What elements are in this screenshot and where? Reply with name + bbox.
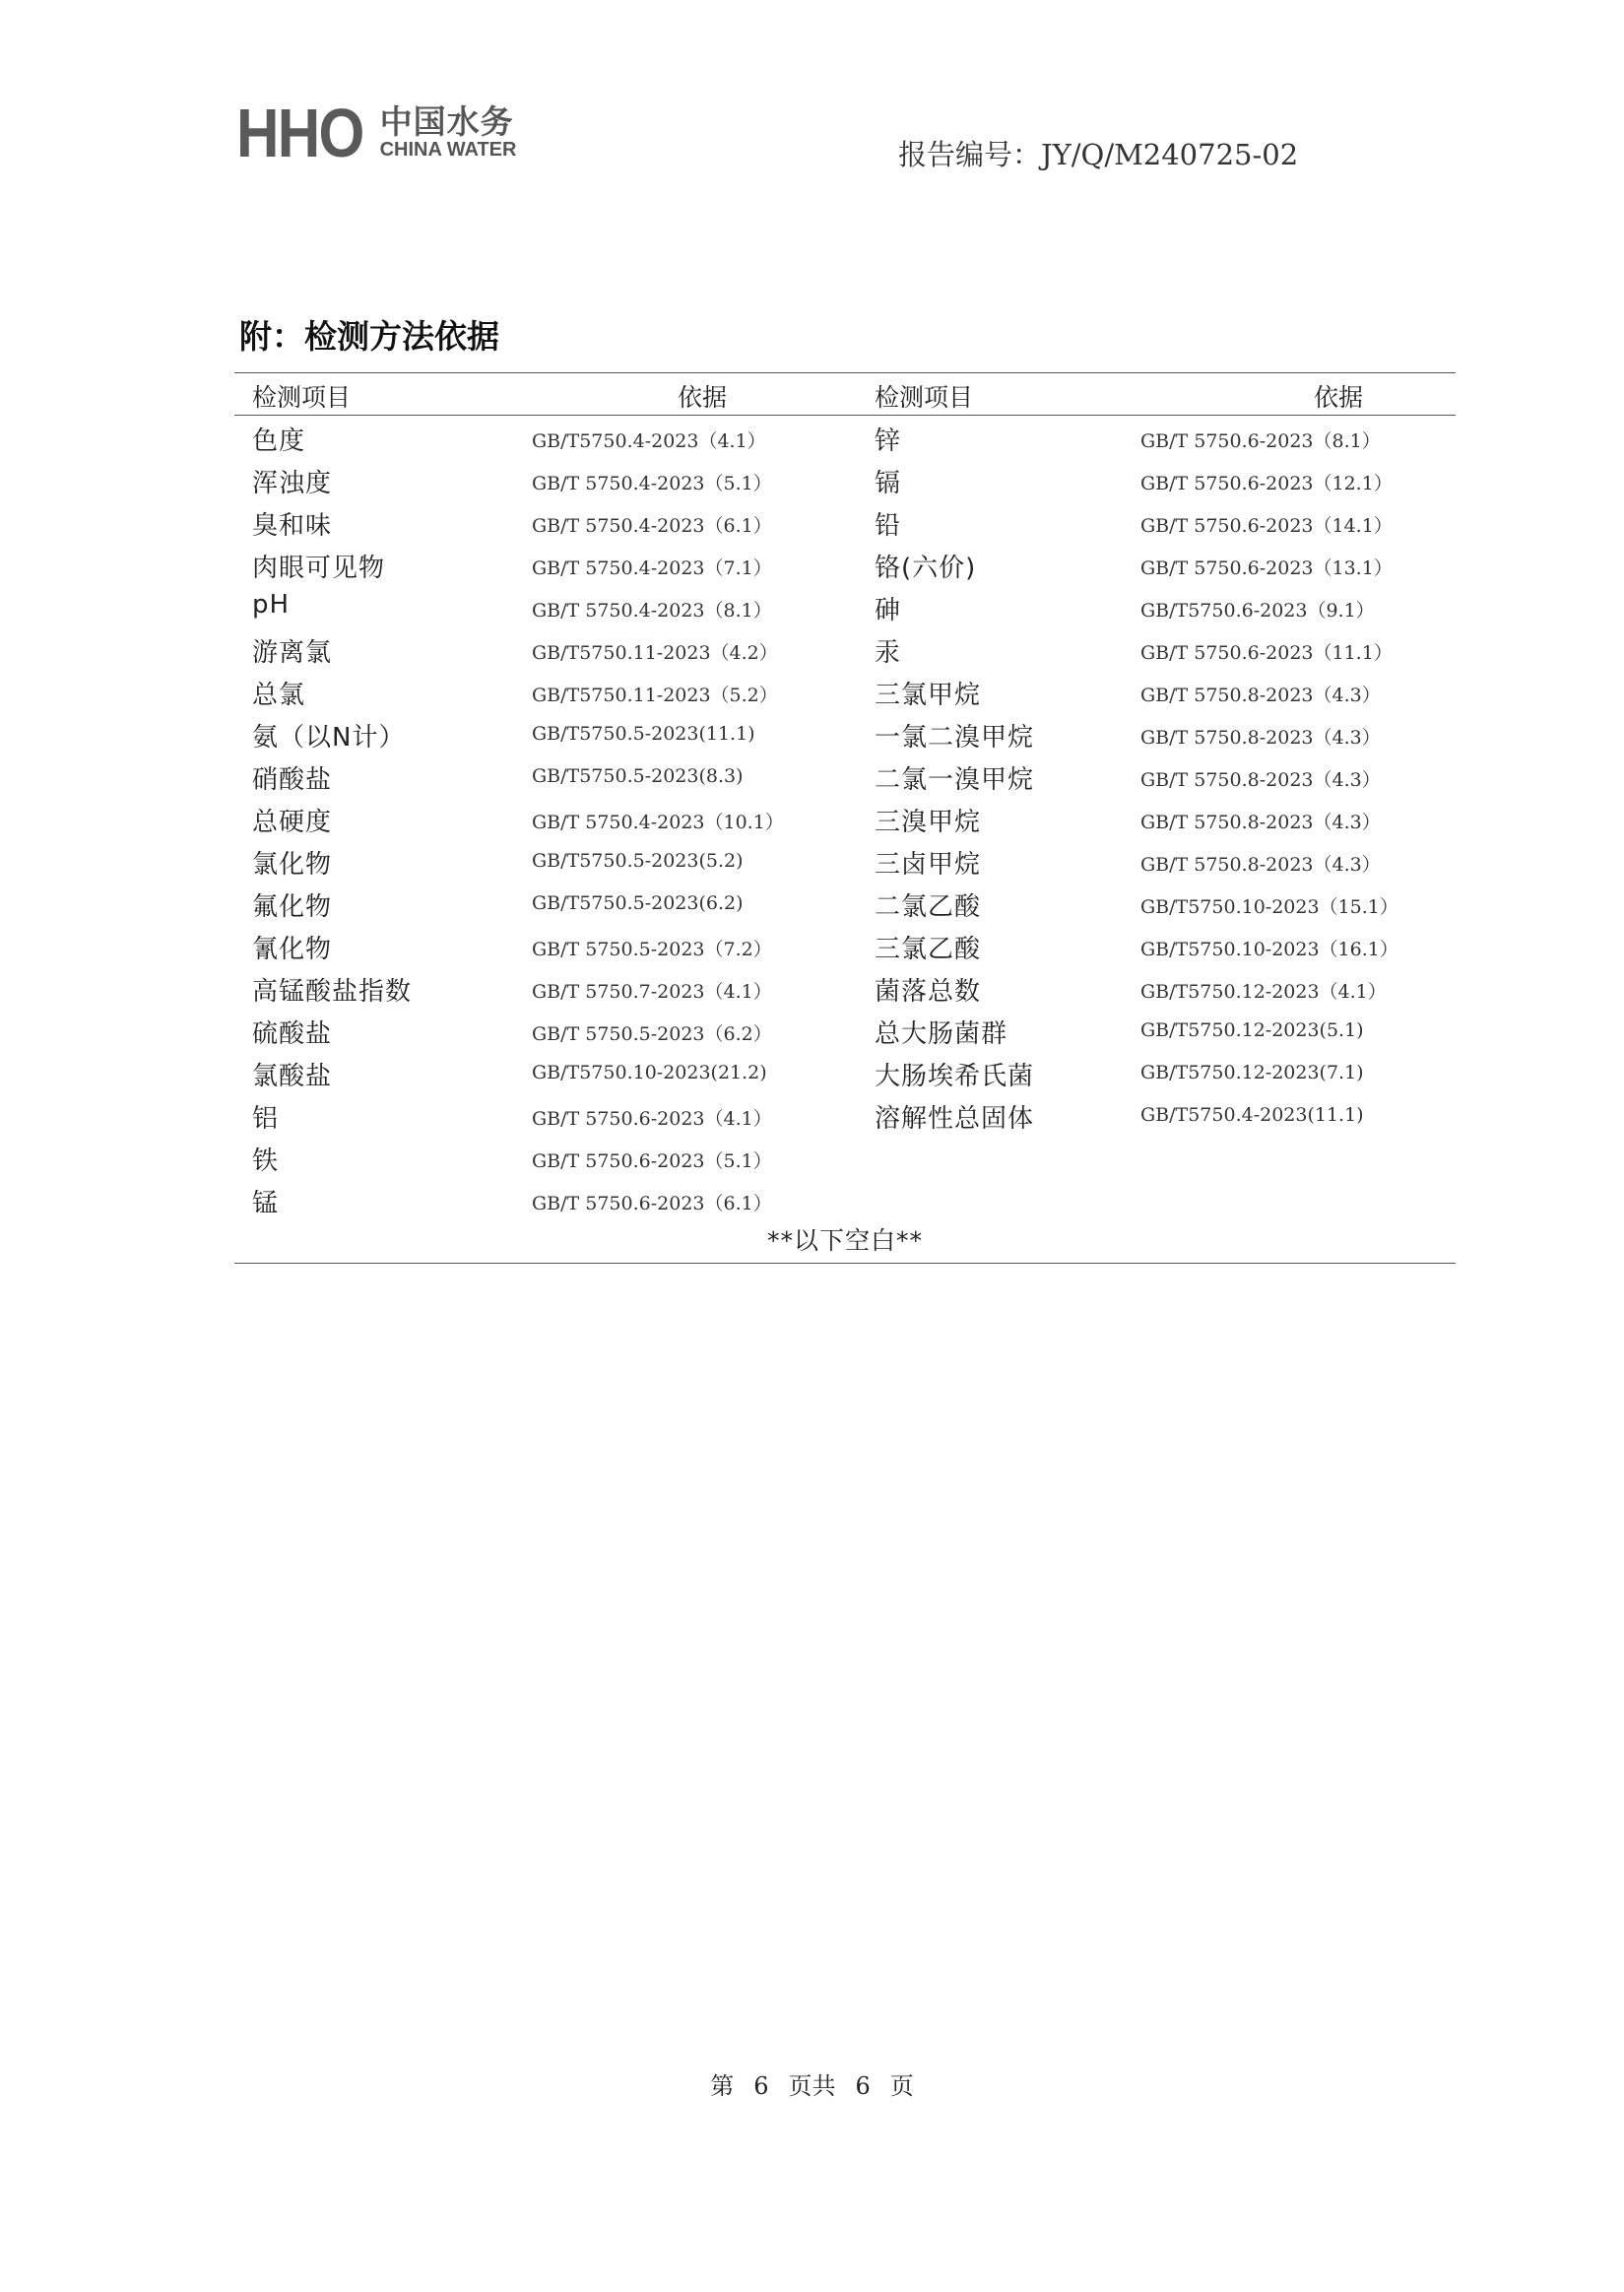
basis-right: GB/T5750.10-2023（16.1）	[1140, 939, 1398, 960]
header-basis-left: 依据	[678, 383, 728, 412]
item-right: 一氯二溴甲烷	[875, 723, 1035, 753]
basis-left: GB/T 5750.4-2023（8.1）	[532, 600, 772, 622]
page-footer	[0, 2066, 1624, 2101]
logo-name-en: CHINA WATER	[379, 139, 517, 162]
footer-current-page: 6	[753, 2072, 769, 2100]
item-right: 三溴甲烷	[875, 808, 982, 837]
item-right: 三卤甲烷	[875, 850, 982, 880]
item-left: 氰化物	[252, 935, 333, 964]
table-row	[234, 1095, 1456, 1138]
logo-text	[379, 101, 517, 162]
table-top-rule	[234, 372, 1456, 373]
basis-right: GB/T 5750.8-2023（4.3）	[1140, 812, 1381, 833]
basis-left: GB/T 5750.4-2023（5.1）	[532, 473, 772, 494]
table-row	[234, 1053, 1456, 1095]
basis-left: GB/T 5750.5-2023（6.2）	[532, 1023, 772, 1045]
logo-mark: HHO	[236, 95, 363, 171]
basis-right: GB/T5750.10-2023（15.1）	[1140, 896, 1398, 918]
item-left: 肉眼可见物	[252, 554, 386, 583]
footer-middle: 页共	[788, 2072, 836, 2100]
table-row	[234, 756, 1456, 799]
report-number: 报告编号：JY/Q/M240725-02	[898, 138, 1299, 171]
basis-right: GB/T 5750.6-2023（8.1）	[1140, 430, 1381, 452]
basis-right: GB/T 5750.6-2023（13.1）	[1140, 557, 1393, 579]
table-row	[234, 1011, 1456, 1053]
basis-left: GB/T 5750.7-2023（4.1）	[532, 981, 772, 1003]
table-row	[234, 545, 1456, 587]
table-row	[234, 418, 1456, 460]
table-row	[234, 1138, 1456, 1180]
table-row	[234, 502, 1456, 545]
basis-left: GB/T5750.4-2023（4.1）	[532, 430, 766, 452]
item-right: 大肠埃希氏菌	[875, 1062, 1035, 1091]
item-right: 二氯乙酸	[875, 892, 982, 922]
header-basis-right: 依据	[1314, 383, 1364, 412]
item-right: 菌落总数	[875, 977, 982, 1007]
basis-right: GB/T5750.6-2023（9.1）	[1140, 600, 1375, 622]
item-left: 氯酸盐	[252, 1062, 333, 1091]
basis-left: GB/T5750.11-2023（5.2）	[532, 685, 778, 706]
basis-left: GB/T 5750.6-2023（4.1）	[532, 1108, 772, 1130]
item-left: 总硬度	[252, 808, 333, 837]
item-right: 汞	[875, 638, 902, 668]
table-row	[234, 1180, 1456, 1222]
table-row	[234, 672, 1456, 714]
item-right: 三氯甲烷	[875, 681, 982, 710]
table-body	[234, 418, 1456, 1222]
item-right: 砷	[875, 596, 902, 625]
item-left: 氟化物	[252, 892, 333, 922]
table-header	[234, 378, 1456, 414]
basis-right: GB/T5750.12-2023(5.1)	[1140, 1019, 1364, 1041]
basis-left: GB/T5750.5-2023(8.3)	[532, 765, 744, 787]
item-right: 铅	[875, 511, 902, 541]
basis-right: GB/T 5750.6-2023（12.1）	[1140, 473, 1393, 494]
item-left: 浑浊度	[252, 469, 333, 498]
footer-suffix: 页	[889, 2072, 914, 2100]
item-right: 二氯一溴甲烷	[875, 765, 1035, 795]
item-left: 铁	[252, 1146, 280, 1176]
basis-left: GB/T 5750.6-2023（6.1）	[532, 1193, 772, 1214]
header-item-left: 检测项目	[252, 383, 352, 412]
item-right: 总大肠菌群	[875, 1019, 1008, 1049]
table-row	[234, 884, 1456, 926]
table-row	[234, 587, 1456, 629]
table-row	[234, 799, 1456, 841]
item-left: 色度	[252, 426, 306, 456]
basis-left: GB/T 5750.4-2023（6.1）	[532, 515, 772, 537]
basis-right: GB/T 5750.6-2023（11.1）	[1140, 642, 1393, 664]
section-title: 附：检测方法依据	[239, 317, 499, 356]
item-right: 溶解性总固体	[875, 1104, 1035, 1134]
table-row	[234, 968, 1456, 1011]
basis-left: GB/T 5750.4-2023（7.1）	[532, 557, 772, 579]
basis-right: GB/T5750.4-2023(11.1)	[1140, 1104, 1364, 1126]
table-row	[234, 629, 1456, 672]
item-right: 铬(六价)	[875, 554, 977, 583]
header-item-right: 检测项目	[875, 383, 974, 412]
item-left: 硝酸盐	[252, 765, 333, 795]
item-left: 臭和味	[252, 511, 333, 541]
basis-right: GB/T5750.12-2023（4.1）	[1140, 981, 1387, 1003]
table-header-rule	[234, 415, 1456, 416]
table-row	[234, 460, 1456, 502]
table-bottom-rule	[234, 1263, 1456, 1264]
basis-left: GB/T5750.11-2023（4.2）	[532, 642, 778, 664]
item-left: pH	[252, 590, 291, 620]
basis-right: GB/T 5750.8-2023（4.3）	[1140, 727, 1381, 749]
basis-left: GB/T5750.5-2023(11.1)	[532, 723, 755, 745]
table-row	[234, 714, 1456, 756]
company-logo	[236, 97, 516, 169]
logo-name-cn: 中国水务	[379, 101, 514, 141]
basis-right: GB/T 5750.6-2023（14.1）	[1140, 515, 1393, 537]
footer-total-pages: 6	[855, 2072, 871, 2100]
basis-left: GB/T5750.5-2023(5.2)	[532, 850, 744, 872]
basis-right: GB/T 5750.8-2023（4.3）	[1140, 685, 1381, 706]
item-right: 锌	[875, 426, 902, 456]
item-left: 锰	[252, 1189, 280, 1218]
item-left: 总氯	[252, 681, 306, 710]
item-right: 镉	[875, 469, 902, 498]
footer-prefix: 第	[710, 2072, 735, 2100]
basis-right: GB/T 5750.8-2023（4.3）	[1140, 854, 1381, 876]
basis-right: GB/T5750.12-2023(7.1)	[1140, 1062, 1364, 1083]
end-note: **以下空白**	[766, 1226, 923, 1255]
table-row	[234, 841, 1456, 884]
basis-left: GB/T 5750.5-2023（7.2）	[532, 939, 772, 960]
table-row	[234, 926, 1456, 968]
item-left: 氨（以N计）	[252, 723, 406, 753]
basis-left: GB/T5750.5-2023(6.2)	[532, 892, 744, 914]
item-left: 硫酸盐	[252, 1019, 333, 1049]
item-left: 游离氯	[252, 638, 333, 668]
item-left: 氯化物	[252, 850, 333, 880]
basis-right: GB/T 5750.8-2023（4.3）	[1140, 769, 1381, 791]
basis-left: GB/T 5750.4-2023（10.1）	[532, 812, 784, 833]
item-left: 高锰酸盐指数	[252, 977, 413, 1007]
basis-left: GB/T 5750.6-2023（5.1）	[532, 1150, 772, 1172]
item-left: 铝	[252, 1104, 280, 1134]
item-right: 三氯乙酸	[875, 935, 982, 964]
basis-left: GB/T5750.10-2023(21.2)	[532, 1062, 767, 1083]
